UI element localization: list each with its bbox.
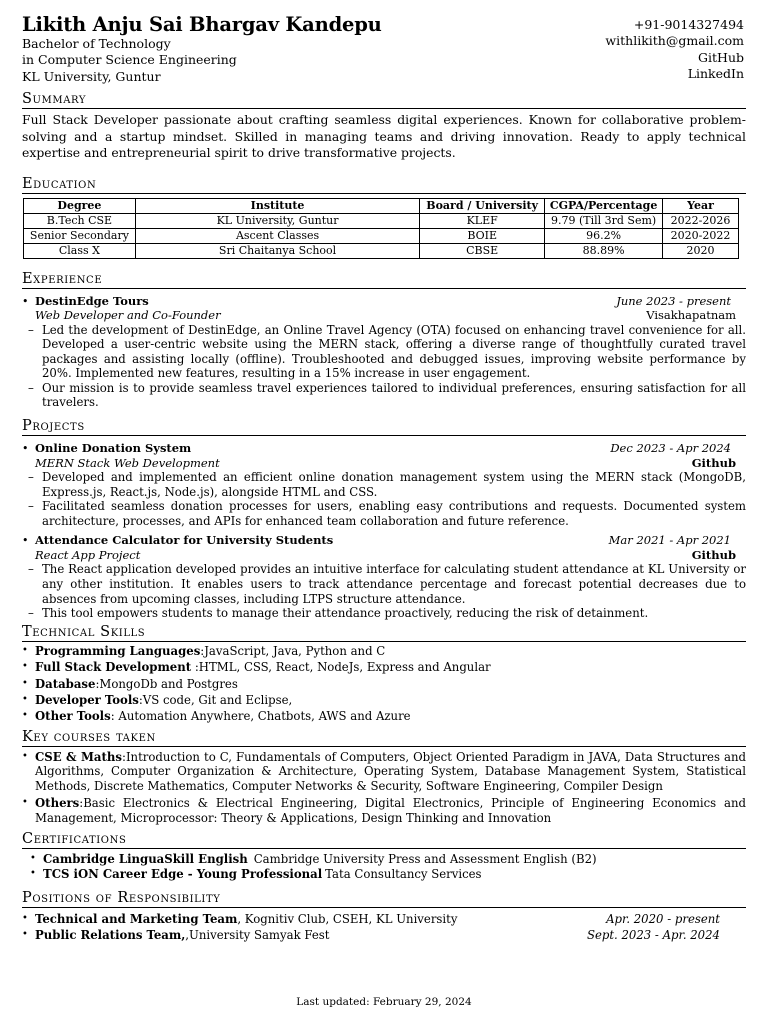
col-year: Year [663, 198, 739, 213]
email-link[interactable]: withlikith@gmail.com [605, 33, 744, 49]
position-dates: Sept. 2023 - Apr. 2024 [586, 928, 720, 943]
cert-name: Cambridge LinguaSkill English [43, 852, 248, 867]
section-title-summary: Summary [22, 91, 746, 109]
project-github-link[interactable]: Github [691, 547, 736, 562]
course-label: CSE & Maths [35, 749, 122, 764]
cell: CBSE [420, 243, 545, 258]
bullet-icon: • [22, 534, 29, 548]
cell: KL University, Guntur [135, 213, 419, 228]
position-org: , Kognitiv Club, CSEH, KL University [237, 911, 458, 926]
cell: 88.89% [545, 243, 663, 258]
course-value: Introduction to C, Fundamentals of Computers, Object Oriented Paradigm in JAVA, Data Structures and Algorithms, Computer Organization & Architecture, Operating System, Database Management System, Statistical Methods, Discrete Mathematics, Computer Networks & Security, Software Engineering, Compiler Design [35, 749, 746, 793]
cell: Senior Secondary [24, 228, 136, 243]
project-dates: Mar 2021 - Apr 2021 [608, 533, 731, 548]
cert-issuer: Cambridge University Press and Assessment English (B2) [253, 852, 597, 867]
skill-label: Other Tools [35, 709, 111, 724]
cell: BOIE [420, 228, 545, 243]
point-text: Developed and implemented an efficient online donation management system using the MERN stack (MongoDB, Express.js, React.js, Node.js), alongside HTML and CSS. [42, 470, 746, 499]
cell: Ascent Classes [135, 228, 419, 243]
section-title-positions: Positions of Responsibility [22, 890, 746, 908]
table-row [24, 228, 739, 243]
section-title-education: Education [22, 176, 746, 194]
project-dates: Dec 2023 - Apr 2024 [610, 441, 731, 456]
project-subtitle: MERN Stack Web Development [35, 455, 220, 470]
cell: 2022-2026 [663, 213, 739, 228]
cell: Class X [24, 243, 136, 258]
major-line: in Computer Science Engineering [22, 52, 237, 68]
position-org: ,University Samyak Fest [185, 928, 330, 943]
project-points [22, 562, 746, 620]
resume-header [22, 14, 746, 84]
point-text: Led the development of DestinEdge, an Online Travel Agency (OTA) focused on enhancing travel convenience for all. Developed a user-centric website using the MERN stack, offering a diverse range of thoughtfully curated travel packages and assisting locally (offline). Troubleshooted and debugged issues, improving website performance by 20%. Implemented new features, resulting in a 15% increase in user engagement. [42, 322, 746, 381]
github-link[interactable]: GitHub [698, 49, 744, 65]
candidate-name: Likith Anju Sai Bhargav Kandepu [22, 13, 382, 36]
courses-section [22, 729, 746, 826]
point-text: This tool empowers students to manage their attendance proactively, reducing the risk of detainment. [42, 606, 649, 621]
course-value: Basic Electronics & Electrical Engineering, Digital Electronics, Principle of Engineering Economics and Management, Microprocessor: Theory & Applications, Design Thinking and Innovation [35, 796, 746, 825]
list-item: – Led the development of DestinEdge, an Online Travel Agency (OTA) focused on enhancing travel convenience for all. Developed a user-centric website using the MERN stack, offering a diverse range of thoughtfully curated travel packages and assisting locally (offline). Troubleshooted and debugged issues, improving website performance by 20%. Implemented new features, resulting in a 15% increase in user engagement. [28, 322, 746, 381]
cell: 9.79 (Till 3rd Sem) [545, 213, 663, 228]
col-institute: Institute [135, 198, 419, 213]
certifications-section [22, 831, 746, 882]
section-title-projects: Projects [22, 418, 746, 436]
list-item: • Others:Basic Electronics & Electrical Engineering, Digital Electronics, Principle of Engineering Economics and Management, Microprocessor: Theory & Applications, Design Thinking and Innovation [22, 796, 746, 825]
list-item: • Other Tools: Automation Anywhere, Chatbots, AWS and Azure [22, 709, 411, 724]
position-dates: Apr. 2020 - present [606, 911, 720, 926]
skill-label: Programming Languages [35, 643, 201, 658]
degree-line: Bachelor of Technology [22, 36, 171, 51]
course-label: Others [35, 796, 80, 811]
col-board: Board / University [420, 198, 545, 213]
certifications-list [22, 852, 746, 882]
list-item: • Developer Tools:VS code, Git and Eclipse, [22, 693, 293, 708]
experience-location: Visakhapatnam [646, 308, 736, 322]
skill-value: Automation Anywhere, Chatbots, AWS and Azure [118, 709, 411, 724]
list-item: • CSE & Maths:Introduction to C, Fundamentals of Computers, Object Oriented Paradigm in JAVA, Data Structures and Algorithms, Computer Organization & Architecture, Operating System, Database Management System, Statistical Methods, Discrete Mathematics, Computer Networks & Security, Software Engineering, Compiler Design [22, 749, 746, 793]
project-name: Online Donation System [35, 441, 192, 456]
experience-points [22, 323, 746, 411]
education-section [22, 176, 746, 259]
university-line: KL University, Guntur [22, 68, 161, 84]
cell: 2020 [663, 243, 739, 258]
list-item: • Cambridge LinguaSkill English Cambridge University Press and Assessment English (B2) [30, 852, 597, 867]
linkedin-link[interactable]: LinkedIn [687, 66, 744, 82]
summary-text: Full Stack Developer passionate about crafting seamless digital experiences. Known for collaborative problem-solving and a startup mindset. Skilled in managing teams and driving innovation. Ready to apply technical expertise and entrepreneurial spirit to drive transformative projects. [22, 112, 746, 160]
cell: 96.2% [545, 228, 663, 243]
list-item: – Facilitated seamless donation processes for users, enabling easy contributions and requests. Documented system architecture, processes, and APIs for enhanced team collaboration and future reference. [28, 499, 746, 528]
list-item: – The React application developed provides an intuitive interface for calculating student attendance at KL University or any other institution. It enables users to track attendance percentage and forecast potential decreases due to absences from upcoming classes, including LTPS structure attendance. [28, 562, 746, 606]
education-table [23, 198, 739, 259]
skills-list [22, 643, 746, 725]
skill-value: JavaScript, Java, Python and C [204, 643, 386, 658]
col-degree: Degree [24, 198, 136, 213]
phone-link[interactable]: +91-9014327494 [633, 17, 744, 32]
position-title: Public Relations Team, [35, 928, 186, 943]
cert-issuer: Tata Consultancy Services [325, 867, 482, 882]
positions-section [22, 890, 746, 944]
last-updated: Last updated: February 29, 2024 [296, 996, 472, 1008]
table-row [24, 213, 739, 228]
list-item: • Technical and Marketing Team, Kognitiv Club, CSEH, KL University Apr. 2020 - present [22, 911, 720, 926]
skill-value: HTML, CSS, React, NodeJs, Express and Angular [198, 660, 491, 675]
project-subtitle: React App Project [35, 547, 141, 562]
list-item: – This tool empowers students to manage their attendance proactively, reducing the risk of detainment. [28, 606, 649, 621]
list-item: • Full Stack Development :HTML, CSS, React, NodeJs, Express and Angular [22, 660, 491, 675]
bullet-icon: • [22, 442, 29, 456]
cert-name: TCS iON Career Edge - Young Professional [43, 867, 323, 882]
cell: KLEF [420, 213, 545, 228]
resume-page [22, 14, 746, 944]
experience-org: DestinEdge Tours [35, 293, 149, 308]
projects-section [22, 418, 746, 621]
section-title-certifications: Certifications [22, 831, 746, 849]
point-text: Facilitated seamless donation processes for users, enabling easy contributions and requests. Documented system architecture, processes, and APIs for enhanced team collaboration and future reference. [42, 499, 746, 528]
positions-list [22, 911, 746, 944]
position-title: Technical and Marketing Team [35, 911, 238, 926]
skill-label: Developer Tools [35, 693, 139, 708]
skill-label: Database [35, 676, 96, 691]
list-item: • TCS iON Career Edge - Young Professional Tata Consultancy Services [30, 867, 482, 882]
project-points [22, 470, 746, 528]
experience-section [22, 271, 746, 411]
skill-label: Full Stack Development [35, 660, 192, 675]
list-item: • Database:MongoDb and Postgres [22, 676, 238, 691]
project-name: Attendance Calculator for University Students [35, 533, 334, 548]
skills-section [22, 624, 746, 725]
experience-role: Web Developer and Co-Founder [35, 308, 221, 322]
col-cgpa: CGPA/Percentage [545, 198, 663, 213]
cell: B.Tech CSE [24, 213, 136, 228]
summary-section [22, 91, 746, 162]
section-title-experience: Experience [22, 271, 746, 289]
project-entry [22, 441, 746, 470]
table-row [24, 243, 739, 258]
experience-dates: June 2023 - present [616, 293, 731, 308]
experience-entry [22, 294, 746, 323]
list-item: • Public Relations Team,,University Samyak Fest Sept. 2023 - Apr. 2024 [22, 928, 720, 943]
cell: 2020-2022 [663, 228, 739, 243]
list-item: – Our mission is to provide seamless travel experiences tailored to individual preferences, ensuring satisfaction for all travelers. [28, 380, 746, 410]
cell: Sri Chaitanya School [135, 243, 419, 258]
skill-value: MongoDb and Postgres [99, 676, 238, 691]
skill-value: VS code, Git and Eclipse, [142, 693, 293, 708]
point-text: The React application developed provides an intuitive interface for calculating student attendance at KL University or any other institution. It enables users to track attendance percentage and forecast potential decreases due to absences from upcoming classes, including LTPS structure attendance. [42, 562, 746, 606]
courses-list [22, 750, 746, 826]
section-title-courses: Key courses taken [22, 729, 746, 747]
section-title-skills: Technical Skills [22, 624, 746, 642]
point-text: Our mission is to provide seamless travel experiences tailored to individual preferences, ensuring satisfaction for all travelers. [42, 380, 746, 410]
bullet-icon: • [22, 294, 29, 308]
list-item: – Developed and implemented an efficient online donation management system using the MERN stack (MongoDB, Express.js, React.js, Node.js), alongside HTML and CSS. [28, 470, 746, 499]
project-entry [22, 533, 746, 562]
project-github-link[interactable]: Github [691, 455, 736, 470]
list-item: • Programming Languages:JavaScript, Java, Python and C [22, 643, 386, 658]
